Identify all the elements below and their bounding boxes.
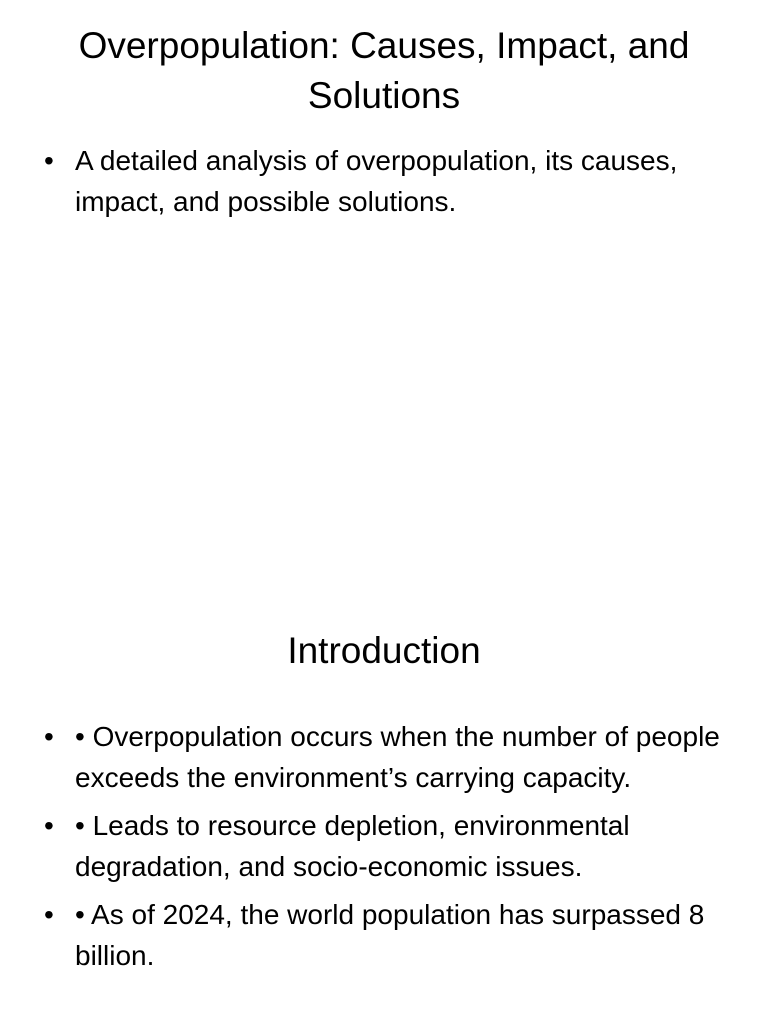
slide-2-title: Introduction <box>287 630 481 671</box>
bullet-item <box>40 140 738 222</box>
slide-2 <box>0 512 768 1024</box>
bullet-item <box>40 716 738 798</box>
bullet-text: • Leads to resource depletion, environmental degradation, and socio-economic issues. <box>75 810 630 882</box>
slide-1-bullet-list <box>40 140 738 229</box>
bullet-dot-icon: • <box>44 145 54 176</box>
bullet-item <box>40 894 738 976</box>
bullet-dot-icon: • <box>44 810 54 841</box>
slide-1-title: Overpopulation: Causes, Impact, and Solutions <box>78 25 690 116</box>
slide-2-bullet-list <box>40 716 738 983</box>
bullet-item <box>40 805 738 887</box>
bullet-text: A detailed analysis of overpopulation, its causes, impact, and possible solutions. <box>75 145 678 217</box>
bullet-text: • Overpopulation occurs when the number of people exceeds the environment’s carrying capacity. <box>75 721 720 793</box>
bullet-text: • As of 2024, the world population has surpassed 8 billion. <box>75 899 705 971</box>
bullet-dot-icon: • <box>44 899 54 930</box>
bullet-dot-icon: • <box>44 721 54 752</box>
